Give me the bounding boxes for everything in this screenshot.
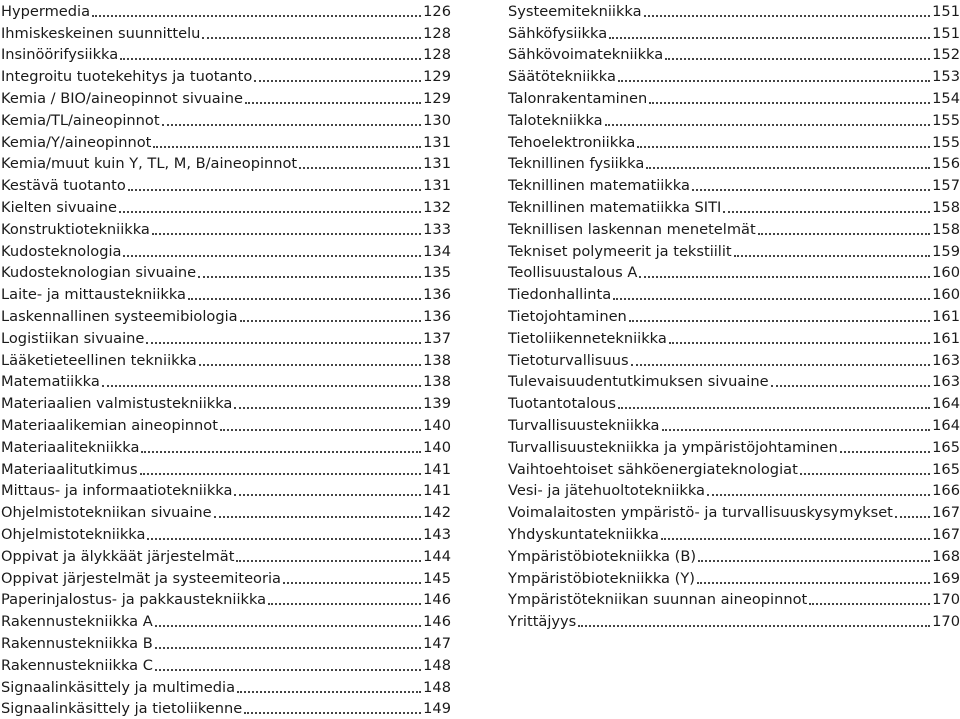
toc-entry-title: Teknillisen laskennan menetelmät [508,220,756,240]
dot-leader [618,407,930,409]
toc-entry-page-number: 165 [932,438,960,458]
toc-entry-page-number: 129 [423,67,451,87]
dot-leader [120,58,421,60]
toc-entry-title: Tietoliikennetekniikka [508,329,667,349]
dot-leader [155,669,421,671]
toc-entry [1,501,451,523]
toc-entry-page-number: 159 [932,242,960,262]
toc-entry-page-number: 131 [423,133,451,153]
toc-entry-title: Sähköfysiikka [508,24,607,44]
dot-leader [661,538,930,540]
toc-entry-page-number: 140 [423,438,451,458]
toc-entry [1,327,451,349]
toc-entry-title: Tehoelektroniikka [508,133,635,153]
toc-entry [1,174,451,196]
dot-leader [662,429,931,431]
toc-entry [508,65,960,87]
toc-entry [1,349,451,371]
toc-entry-title: Logistiikan sivuaine [1,329,144,349]
toc-entry-page-number: 155 [932,133,960,153]
toc-entry-title: Kemia / BIO/aineopinnot sivuaine [1,89,243,109]
toc-entry-page-number: 136 [423,285,451,305]
dot-leader [669,342,930,344]
toc-entry [1,22,451,44]
toc-entry-page-number: 149 [423,699,451,719]
toc-entry-page-number: 165 [932,460,960,480]
toc-entry [508,392,960,414]
toc-entry-page-number: 146 [423,590,451,610]
toc-entry-page-number: 161 [932,329,960,349]
toc-entry-page-number: 137 [423,329,451,349]
toc-entry-title: Rakennustekniikka B [1,634,153,654]
dot-leader [809,603,930,605]
toc-entry-title: Matematiikka [1,372,100,392]
toc-entry-page-number: 141 [423,460,451,480]
toc-entry-title: Teollisuustalous A [508,263,637,283]
toc-entry [508,22,960,44]
toc-entry [508,283,960,305]
dot-leader [188,298,421,300]
dot-leader [665,58,930,60]
toc-entry-page-number: 168 [932,547,960,567]
dot-leader [299,167,421,169]
toc-entry-title: Ohjelmistotekniikan sivuaine [1,503,212,523]
dot-leader [92,15,421,17]
toc-entry-title: Ympäristöbiotekniikka (B) [508,547,696,567]
dot-leader [578,625,930,627]
toc-entry-page-number: 143 [423,525,451,545]
toc-entry [508,523,960,545]
toc-entry-title: Laite- ja mittaustekniikka [1,285,186,305]
toc-entry-page-number: 128 [423,45,451,65]
toc-entry-page-number: 154 [932,89,960,109]
dot-leader [895,516,930,518]
toc-entry-title: Tietojohtaminen [508,307,627,327]
dot-leader [199,364,421,366]
dot-leader [141,451,421,453]
toc-entry-title: Oppivat järjestelmät ja systeemiteoria [1,569,281,589]
toc-entry-title: Rakennustekniikka A [1,612,153,632]
dot-leader [637,146,930,148]
toc-entry [508,458,960,480]
toc-entry-page-number: 139 [423,394,451,414]
toc-entry [508,218,960,240]
toc-entry [1,218,451,240]
toc-entry-page-number: 164 [932,416,960,436]
toc-entry [1,414,451,436]
toc-entry-title: Ympäristöbiotekniikka (Y) [508,569,695,589]
toc-entry-page-number: 170 [932,612,960,632]
dot-leader [618,80,930,82]
toc-entry-title: Kudosteknologia [1,242,121,262]
toc-entry [1,676,451,698]
dot-leader [692,189,930,191]
toc-entry-page-number: 138 [423,351,451,371]
toc-entry-title: Insinöörifysiikka [1,45,118,65]
toc-entry [508,174,960,196]
toc-entry-page-number: 158 [932,220,960,240]
toc-right-column [508,0,960,632]
toc-left-column [1,0,451,719]
dot-leader [254,80,421,82]
toc-entry-page-number: 155 [932,111,960,131]
dot-leader [128,189,421,191]
toc-entry-page-number: 145 [423,569,451,589]
dot-leader [646,167,930,169]
toc-entry-title: Yrittäjyys [508,612,576,632]
toc-entry [1,196,451,218]
toc-entry [1,610,451,632]
toc-entry-title: Materiaalien valmistustekniikka [1,394,232,414]
toc-entry-title: Signaalinkäsittely ja multimedia [1,678,235,698]
dot-leader [123,255,421,257]
toc-entry-page-number: 133 [423,220,451,240]
toc-entry-title: Yhdyskuntatekniikka [508,525,659,545]
toc-entry-page-number: 131 [423,176,451,196]
toc-entry-title: Teknillinen matematiikka SITI [508,198,721,218]
dot-leader [609,37,930,39]
toc-entry [508,545,960,567]
toc-entry [1,698,451,719]
dot-leader [631,364,931,366]
toc-entry [1,65,451,87]
toc-entry-title: Tuotantotalous [508,394,616,414]
toc-entry [1,131,451,153]
toc-entry [1,523,451,545]
dot-leader [146,342,421,344]
toc-entry-page-number: 131 [423,154,451,174]
toc-entry-page-number: 128 [423,24,451,44]
toc-entry [1,262,451,284]
toc-entry-page-number: 147 [423,634,451,654]
toc-entry-title: Ohjelmistotekniikka [1,525,145,545]
toc-entry-title: Tiedonhallinta [508,285,611,305]
dot-leader [220,429,421,431]
toc-entry-title: Integroitu tuotekehitys ja tuotanto [1,67,252,87]
dot-leader [147,538,421,540]
toc-entry-title: Turvallisuustekniikka ja ympäristöjohtaminen [508,438,838,458]
dot-leader [119,211,421,213]
toc-entry-title: Kemia/Y/aineopinnot [1,133,151,153]
dot-leader [155,647,421,649]
toc-entry [1,654,451,676]
dot-leader [236,560,421,562]
toc-entry-page-number: 151 [932,2,960,22]
toc-entry-title: Teknillinen matematiikka [508,176,690,196]
toc-entry-title: Laskennallinen systeemibiologia [1,307,238,327]
dot-leader [268,603,421,605]
toc-entry-page-number: 166 [932,481,960,501]
toc-entry-page-number: 151 [932,24,960,44]
dot-leader [155,625,421,627]
toc-entry [508,327,960,349]
toc-entry [1,567,451,589]
dot-leader [234,407,421,409]
toc-entry-page-number: 129 [423,89,451,109]
toc-entry-title: Talonrakentaminen [508,89,647,109]
toc-entry [508,240,960,262]
toc-entry-page-number: 135 [423,263,451,283]
toc-entry-title: Ympäristötekniikan suunnan aineopinnot [508,590,807,610]
toc-entry-title: Systeemitekniikka [508,2,642,22]
toc-entry-title: Oppivat ja älykkäät järjestelmät [1,547,234,567]
toc-entry-title: Kestävä tuotanto [1,176,126,196]
toc-entry-page-number: 152 [932,45,960,65]
toc-entry-page-number: 144 [423,547,451,567]
toc-entry-page-number: 140 [423,416,451,436]
toc-entry-page-number: 146 [423,612,451,632]
toc-entry-page-number: 167 [932,503,960,523]
dot-leader [698,560,930,562]
toc-entry-page-number: 160 [932,263,960,283]
toc-entry [1,632,451,654]
toc-entry [508,480,960,502]
dot-leader [153,146,421,148]
toc-entry-page-number: 167 [932,525,960,545]
dot-leader [240,320,422,322]
toc-entry-title: Lääketieteellinen tekniikka [1,351,197,371]
toc-entry [508,610,960,632]
toc-entry-title: Tulevaisuudentutkimuksen sivuaine [508,372,769,392]
dot-leader [140,473,422,475]
toc-entry-page-number: 138 [423,372,451,392]
toc-entry [508,44,960,66]
toc-entry-page-number: 142 [423,503,451,523]
dot-leader [644,15,931,17]
toc-entry [1,153,451,175]
toc-entry [1,305,451,327]
toc-entry [508,196,960,218]
toc-entry-page-number: 158 [932,198,960,218]
toc-entry-title: Säätötekniikka [508,67,616,87]
dot-leader [723,211,930,213]
toc-entry-page-number: 161 [932,307,960,327]
dot-leader [734,255,931,257]
toc-entry [508,567,960,589]
toc-entry-title: Signaalinkäsittely ja tietoliikenne [1,699,242,719]
toc-entry-page-number: 136 [423,307,451,327]
dot-leader [214,516,421,518]
toc-entry [1,283,451,305]
dot-leader [198,276,421,278]
toc-entry-title: Kielten sivuaine [1,198,117,218]
toc-entry-title: Sähkövoimatekniikka [508,45,663,65]
toc-entry [508,0,960,22]
toc-entry [508,436,960,458]
toc-entry [508,109,960,131]
toc-entry-page-number: 157 [932,176,960,196]
toc-entry-title: Materiaalitutkimus [1,460,138,480]
toc-entry-page-number: 126 [423,2,451,22]
toc-entry [1,109,451,131]
toc-entry [508,262,960,284]
dot-leader [605,124,931,126]
toc-entry [1,436,451,458]
toc-entry [508,589,960,611]
toc-entry-page-number: 148 [423,678,451,698]
toc-entry [1,371,451,393]
toc-entry-title: Teknillinen fysiikka [508,154,644,174]
toc-entry [1,87,451,109]
dot-leader [283,582,421,584]
toc-entry-title: Vesi- ja jätehuoltotekniikka [508,481,705,501]
toc-entry [508,87,960,109]
toc-entry [1,458,451,480]
toc-entry-title: Mittaus- ja informaatiotekniikka [1,481,232,501]
dot-leader [629,320,930,322]
toc-entry-page-number: 163 [932,372,960,392]
toc-entry-page-number: 153 [932,67,960,87]
toc-entry [508,131,960,153]
toc-entry-title: Hypermedia [1,2,90,22]
dot-leader [639,276,930,278]
toc-entry-page-number: 148 [423,656,451,676]
dot-leader [237,691,421,693]
dot-leader [245,102,421,104]
toc-entry-title: Kudosteknologian sivuaine [1,263,196,283]
toc-entry-title: Materiaalitekniikka [1,438,139,458]
toc-entry-page-number: 163 [932,351,960,371]
dot-leader [697,582,930,584]
toc-entry [1,392,451,414]
toc-entry [508,349,960,371]
toc-entry-title: Tietoturvallisuus [508,351,629,371]
toc-entry-title: Vaihtoehtoiset sähköenergiateknologiat [508,460,798,480]
toc-entry [508,371,960,393]
dot-leader [758,233,930,235]
dot-leader [707,494,930,496]
toc-entry [1,0,451,22]
toc-entry-title: Paperinjalostus- ja pakkaustekniikka [1,590,266,610]
dot-leader [152,233,421,235]
dot-leader [771,385,931,387]
dot-leader [649,102,930,104]
toc-entry-title: Rakennustekniikka C [1,656,153,676]
toc-entry [1,545,451,567]
toc-entry-page-number: 130 [423,111,451,131]
toc-entry-title: Kemia/TL/aineopinnot [1,111,160,131]
toc-entry [508,501,960,523]
dot-leader [234,494,421,496]
toc-entry-title: Tekniset polymeerit ja tekstiilit [508,242,732,262]
toc-entry-title: Konstruktiotekniikka [1,220,150,240]
toc-entry-page-number: 170 [932,590,960,610]
toc-entry-page-number: 134 [423,242,451,262]
dot-leader [800,473,930,475]
toc-entry [1,240,451,262]
toc-entry-page-number: 169 [932,569,960,589]
toc-entry-page-number: 164 [932,394,960,414]
toc-entry [1,44,451,66]
dot-leader [840,451,930,453]
toc-entry-title: Kemia/muut kuin Y, TL, M, B/aineopinnot [1,154,297,174]
toc-entry-title: Materiaalikemian aineopinnot [1,416,218,436]
toc-entry-page-number: 160 [932,285,960,305]
dot-leader [162,124,422,126]
toc-entry [1,480,451,502]
toc-entry [508,305,960,327]
toc-entry-title: Ihmiskeskeinen suunnittelu [1,24,200,44]
toc-entry-title: Voimalaitosten ympäristö- ja turvallisuuskysymykset [508,503,893,523]
toc-entry-title: Talotekniikka [508,111,603,131]
toc-entry-title: Turvallisuustekniikka [508,416,660,436]
dot-leader [613,298,930,300]
toc-entry-page-number: 141 [423,481,451,501]
dot-leader [202,37,421,39]
toc-entry [1,589,451,611]
dot-leader [102,385,421,387]
toc-entry [508,153,960,175]
toc-entry-page-number: 156 [932,154,960,174]
toc-entry [508,414,960,436]
toc-entry-page-number: 132 [423,198,451,218]
